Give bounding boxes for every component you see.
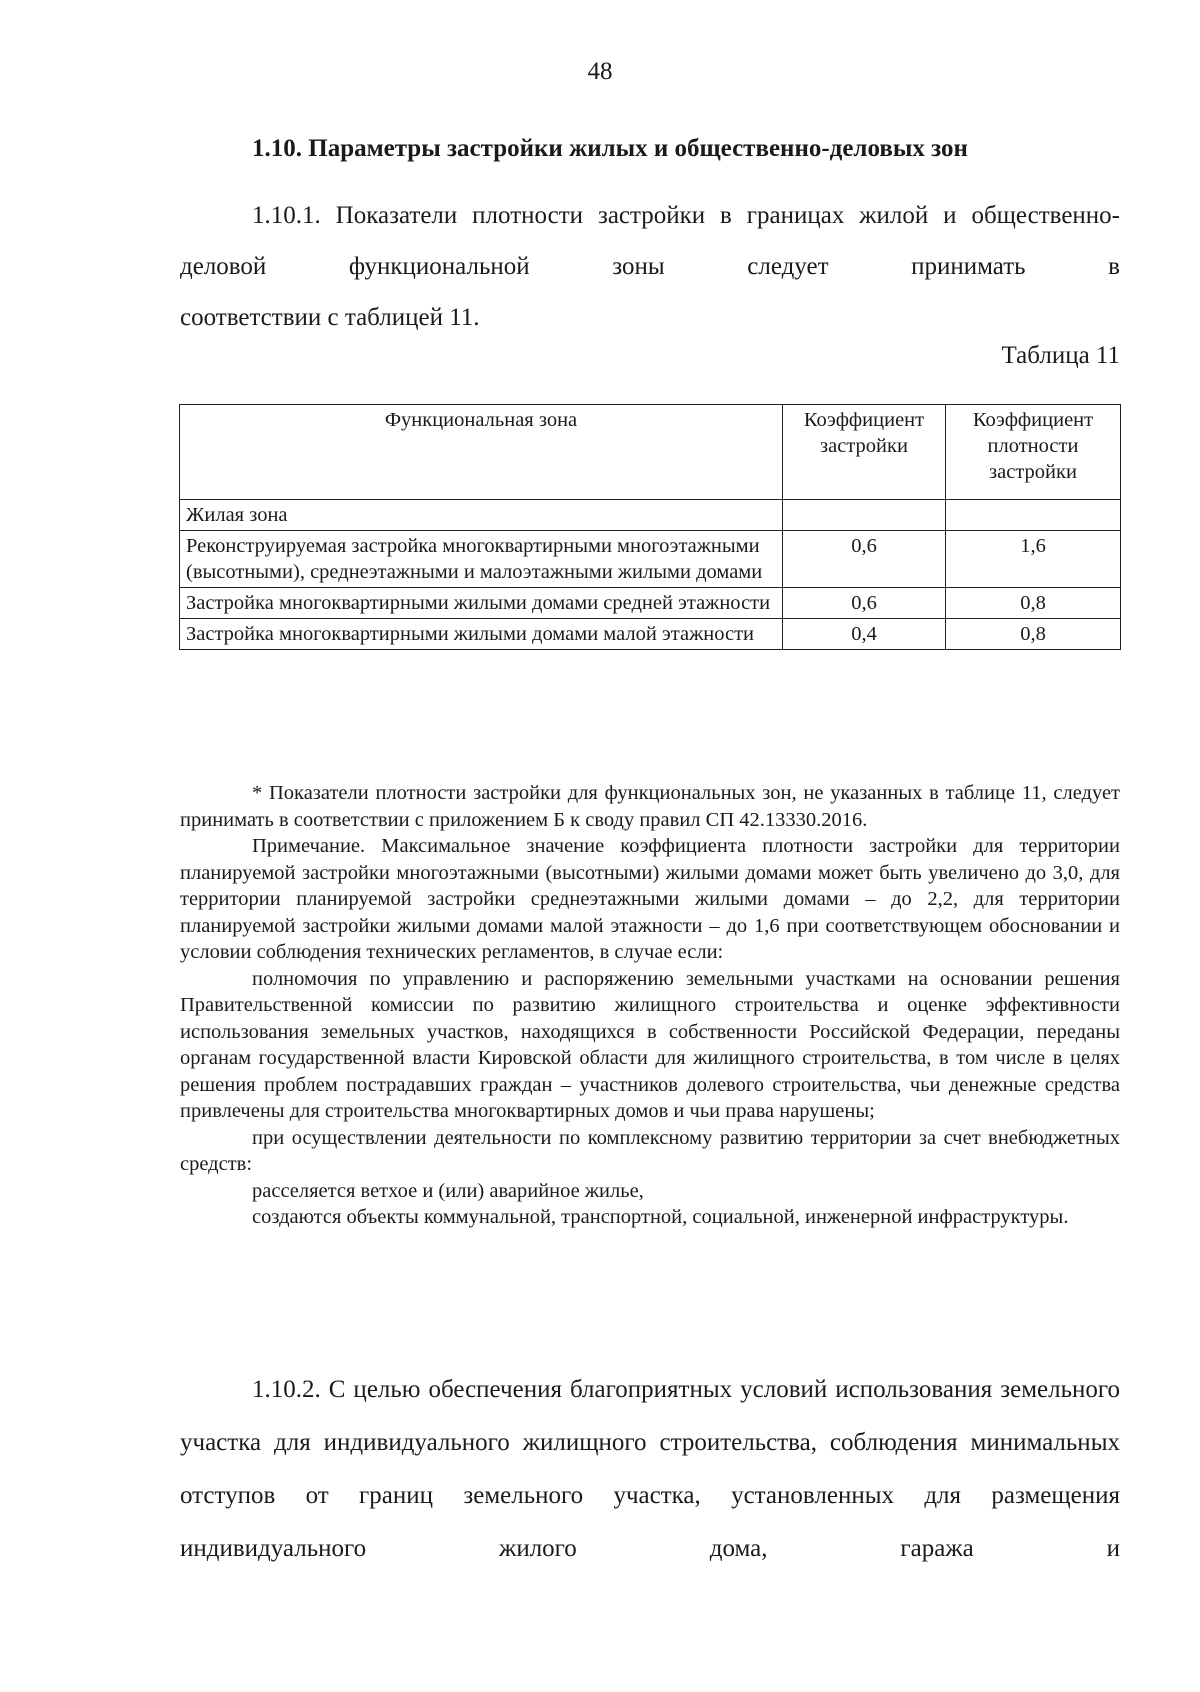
paragraph-1-10-2-text: 1.10.2. С целью обеспечения благоприятных условий использования земельного участка для индивидуального жилищного строительства, соблюдения минимальных отступов от границ земельного участка, установленных для размещения индивидуального жилого дома, гаража и	[180, 1376, 1120, 1562]
zone-cell: Реконструируемая застройка многоквартирными многоэтажными (высотными), среднеэтажными и малоэтажными жилыми домами	[180, 531, 783, 588]
paragraph-1-10-1	[180, 190, 1120, 343]
header-coef-density: Коэффициент плотности застройки	[946, 405, 1121, 500]
paragraph-1-10-1-end: соответствии с таблицей 11.	[180, 304, 480, 331]
notes-block	[180, 780, 1120, 1231]
coef-build-cell: 0,6	[783, 531, 946, 588]
table-row	[180, 588, 1121, 619]
coef-density-cell: 0,8	[946, 619, 1121, 650]
coef-density-cell: 1,6	[946, 531, 1121, 588]
zone-cell: Застройка многоквартирными жилыми домами средней этажности	[180, 588, 783, 619]
coef-build-cell	[783, 500, 946, 531]
coef-build-cell: 0,6	[783, 588, 946, 619]
condition-2: при осуществлении деятельности по комплексному развитию территории за счет внебюджетных средств:	[180, 1126, 1120, 1175]
density-table	[179, 404, 1121, 650]
table-row	[180, 531, 1121, 588]
table-row	[180, 500, 1121, 531]
table-header-row	[180, 405, 1121, 500]
paragraph-1-10-2	[180, 1363, 1120, 1575]
condition-2a: расселяется ветхое и (или) аварийное жилье,	[252, 1179, 644, 1202]
zone-cell: Застройка многоквартирными жилыми домами малой этажности	[180, 619, 783, 650]
table-label: Таблица 11	[1001, 342, 1120, 369]
header-coef-build: Коэффициент застройки	[783, 405, 946, 500]
paragraph-1-10-1-text: 1.10.1. Показатели плотности застройки в границах жилой и общественно-деловой функциональной зоны следует принимать в	[180, 202, 1120, 280]
page-number: 48	[587, 58, 613, 85]
zone-cell: Жилая зона	[180, 500, 783, 531]
footnote: * Показатели плотности застройки для функциональных зон, не указанных в таблице 11, следует принимать в соответствии с приложением Б к своду правил СП 42.13330.2016.	[180, 782, 1120, 831]
table-row	[180, 619, 1121, 650]
condition-1: полномочия по управлению и распоряжению земельными участками на основании решения Правительственной комиссии по развитию жилищного строительства и оценке эффективности использования земельных участков, находящихся в собственности Российской Федерации, переданы органам государственной власти Кировской области для жилищного строительства, в том числе в целях решения проблем пострадавших граждан – участников долевого строительства, чьи денежные средства привлечены для строительства многоквартирных домов и чьи права нарушены;	[180, 967, 1120, 1122]
coef-build-cell: 0,4	[783, 619, 946, 650]
section-heading: 1.10. Параметры застройки жилых и общественно-деловых зон	[252, 135, 968, 162]
coef-density-cell: 0,8	[946, 588, 1121, 619]
condition-2b: создаются объекты коммунальной, транспортной, социальной, инженерной инфраструктуры.	[252, 1206, 1069, 1228]
note: Примечание. Максимальное значение коэффициента плотности застройки для территории планируемой застройки многоэтажными (высотными) жилыми домами может быть увеличено до 3,0, для территории планируемой застройки среднеэтажными жилыми домами – до 2,2, для территории планируемой застройки жилыми домами малой этажности – до 1,6 при соответствующем обосновании и условии соблюдения технических регламентов, в случае если:	[180, 835, 1120, 963]
coef-density-cell	[946, 500, 1121, 531]
header-zone: Функциональная зона	[180, 405, 783, 500]
